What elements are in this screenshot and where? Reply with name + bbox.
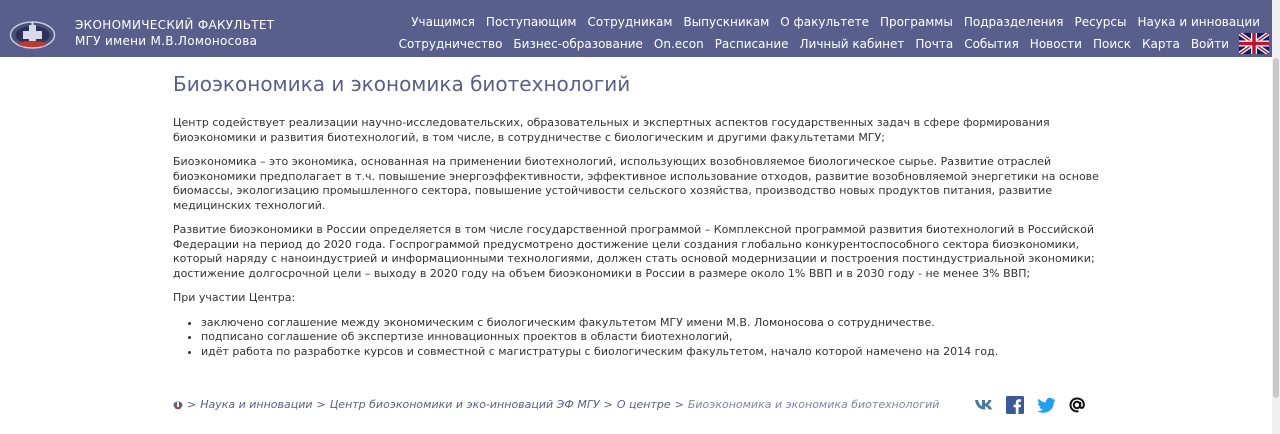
breadcrumb-separator: > bbox=[603, 398, 613, 411]
nav-applicants[interactable]: Поступающим bbox=[485, 15, 577, 29]
nav-map[interactable]: Карта bbox=[1141, 37, 1180, 51]
nav-schedule[interactable]: Расписание bbox=[714, 37, 789, 51]
nav-staff[interactable]: Сотрудникам bbox=[587, 15, 673, 29]
nav-cooperation[interactable]: Сотрудничество bbox=[398, 37, 503, 51]
main-nav-row-2 bbox=[388, 37, 1229, 51]
list-item: • идёт работа по разработке курсов и совместной с магистратуры с биологическим факультетом, начало которой намечено на 2014 год. bbox=[201, 345, 1103, 360]
breadcrumb-separator: > bbox=[316, 398, 326, 411]
achievements-list bbox=[201, 316, 1103, 360]
breadcrumb-separator: > bbox=[674, 398, 684, 411]
site-header bbox=[0, 0, 1272, 57]
brand-name[interactable] bbox=[75, 17, 274, 49]
brand-line-2: МГУ имени М.В.Ломоносова bbox=[75, 34, 258, 48]
nav-alumni[interactable]: Выпускникам bbox=[683, 15, 770, 29]
list-item: • заключено соглашение между экономическим с биологическим факультетом МГУ имени М.В. Ломоносова о сотрудничестве. bbox=[201, 316, 1103, 331]
nav-science[interactable]: Наука и инновации bbox=[1137, 15, 1260, 29]
home-icon[interactable] bbox=[173, 400, 183, 410]
page-scrollbar[interactable] bbox=[1272, 0, 1280, 434]
breadcrumb-center[interactable]: Центр биоэкономики и эко-инноваций ЭФ МГУ bbox=[329, 398, 600, 411]
breadcrumb-current: Биоэкономика и экономика биотехнологий bbox=[687, 398, 940, 411]
nav-students[interactable]: Учащимся bbox=[411, 15, 475, 29]
breadcrumb bbox=[173, 398, 939, 411]
nav-about[interactable]: О факультете bbox=[780, 15, 869, 29]
main-content bbox=[173, 72, 1103, 359]
brand-line-1: ЭКОНОМИЧЕСКИЙ ФАКУЛЬТЕТ bbox=[75, 18, 275, 32]
nav-news[interactable]: Новости bbox=[1029, 37, 1082, 51]
paragraph: Центр содействует реализации научно-исследовательских, образовательных и экспертных аспектов государственных задач в сфере формирования биоэкономики и развития биотехнологий, в том числе, в сотрудничестве с биологическим и другими факультетами МГУ; bbox=[173, 116, 1050, 144]
breadcrumb-about-center[interactable]: О центре bbox=[616, 398, 671, 411]
nav-events[interactable]: События bbox=[964, 37, 1019, 51]
social-links bbox=[974, 395, 1087, 415]
facebook-icon[interactable] bbox=[1005, 395, 1025, 415]
paragraph: При участии Центра: bbox=[173, 291, 296, 304]
vk-icon[interactable] bbox=[974, 395, 994, 415]
nav-resources[interactable]: Ресурсы bbox=[1074, 15, 1127, 29]
nav-on-econ[interactable]: On.econ bbox=[653, 37, 704, 51]
nav-mail[interactable]: Почта bbox=[915, 37, 954, 51]
paragraph: Развитие биоэкономики в России определяется в том числе государственной программой – Комплексной программой развития биотехнологий в Российской Федерации на период до 2020 года. Госпрограммой предусмотрено достижение цели создания глобально конкурентоспособного сектора биоэкономики, который наряду с наноиндустрией и информационными технологиями, должен стать основой модернизации и построения постиндустриальной экономики; достижение долгосрочной цели – выходу в 2020 году на объем биоэкономики в России в размере около 1% ВВП и в 2030 году - не менее 3% ВВП; bbox=[173, 223, 1095, 280]
scrollbar-thumb[interactable] bbox=[1273, 58, 1279, 398]
nav-programs[interactable]: Программы bbox=[880, 15, 953, 29]
nav-personal-account[interactable]: Личный кабинет bbox=[799, 37, 905, 51]
twitter-icon[interactable] bbox=[1036, 395, 1056, 415]
nav-business-education[interactable]: Бизнес-образование bbox=[513, 37, 643, 51]
page-title: Биоэкономика и экономика биотехнологий bbox=[173, 72, 631, 96]
nav-departments[interactable]: Подразделения bbox=[963, 15, 1064, 29]
main-nav-row-1 bbox=[400, 15, 1260, 29]
english-flag-icon[interactable] bbox=[1239, 33, 1269, 54]
msu-logo-icon[interactable] bbox=[9, 20, 56, 50]
email-icon[interactable] bbox=[1067, 395, 1087, 415]
breadcrumb-science[interactable]: Наука и инновации bbox=[200, 398, 313, 411]
breadcrumb-separator: > bbox=[187, 398, 197, 411]
list-item: • подписано соглашение об экспертизе инновационных проектов в области биотехнологий, bbox=[201, 330, 1103, 345]
nav-search[interactable]: Поиск bbox=[1092, 37, 1131, 51]
paragraph: Биоэкономика – это экономика, основанная на применении биотехнологий, использующих возобновляемое биологическое сырье. Развитие отраслей биоэкономики предполагает в т.ч. повышение энергоэффективности, эффективное использование отходов, развитие возобновляемой энергетики на основе биомассы, экологизацию промышленного сектора, повышение устойчивости сельского хозяйства, производство новых продуктов питания, развитие медицинских технологий. bbox=[173, 155, 1099, 212]
nav-login[interactable]: Войти bbox=[1190, 37, 1229, 51]
